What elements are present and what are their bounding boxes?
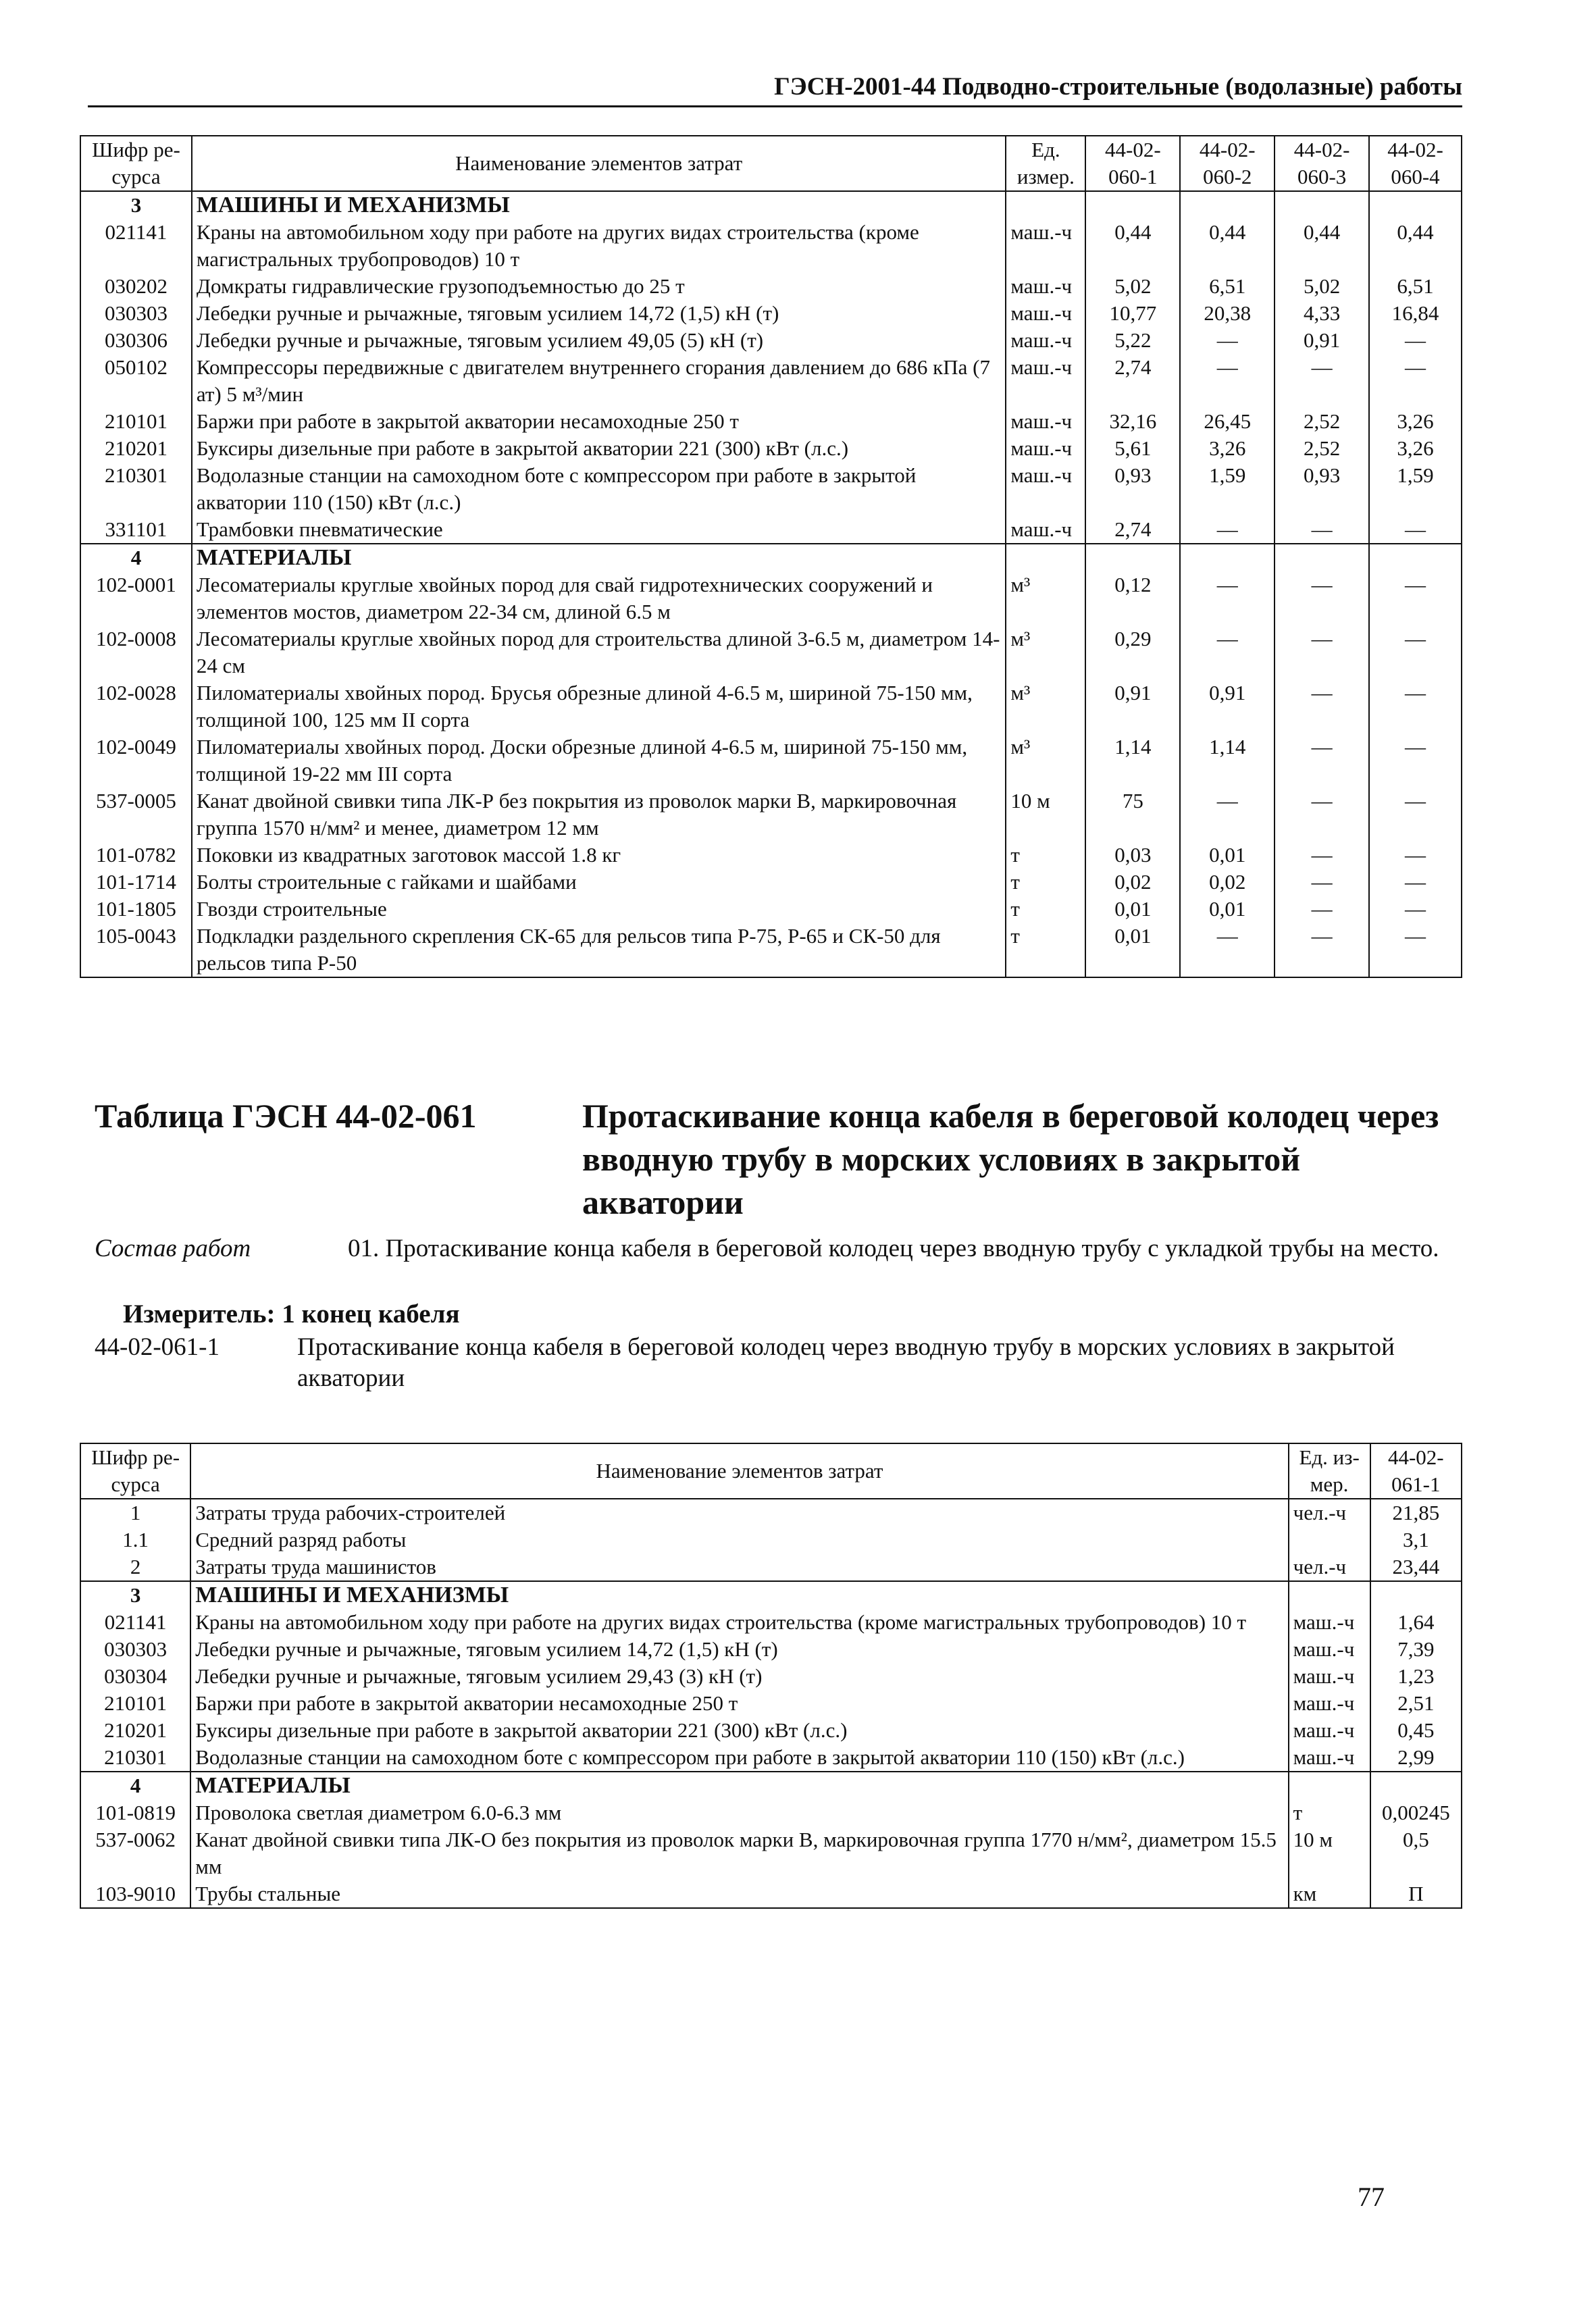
table-row bbox=[80, 896, 1462, 923]
resource-name: Лебедки ручные и рычажные, тяговым усилием 29,43 (3) кН (т) bbox=[190, 1663, 1288, 1690]
resource-name: Лебедки ручные и рычажные, тяговым усилием 14,72 (1,5) кН (т) bbox=[192, 300, 1006, 327]
resource-name: Подкладки раздельного скрепления СК-65 для рельсов типа Р-75, Р-65 и СК-50 для рельсов типа Р-50 bbox=[192, 923, 1006, 977]
resource-name: Пиломатериалы хвойных пород. Брусья обрезные длиной 4-6.5 м, шириной 75-150 мм, толщиной 100, 125 мм II сорта bbox=[192, 679, 1006, 734]
unit-cell bbox=[1289, 1526, 1370, 1553]
unit-cell: маш.-ч bbox=[1289, 1690, 1370, 1717]
value-cell: 2,51 bbox=[1370, 1690, 1462, 1717]
value-cell: — bbox=[1180, 327, 1275, 354]
table-row bbox=[80, 354, 1462, 408]
resource-code: 103-9010 bbox=[80, 1880, 190, 1908]
value-cell: — bbox=[1275, 869, 1369, 896]
col-header: 44-02-060-2 bbox=[1180, 136, 1275, 191]
unit-cell: чел.-ч bbox=[1289, 1499, 1370, 1526]
value-cell: 0,44 bbox=[1275, 219, 1369, 273]
value-cell: — bbox=[1275, 571, 1369, 625]
section-code: 4 bbox=[80, 1772, 190, 1799]
resource-code: 102-0008 bbox=[80, 625, 192, 679]
resource-name: Водолазные станции на самоходном боте с компрессором при работе в закрытой акватории 110 (150) кВт (л.с.) bbox=[192, 462, 1006, 516]
unit-cell bbox=[1289, 1772, 1370, 1799]
resource-code: 210101 bbox=[80, 408, 192, 435]
value-cell: 1,64 bbox=[1370, 1609, 1462, 1636]
resource-code: 030303 bbox=[80, 1636, 190, 1663]
value-cell: 23,44 bbox=[1370, 1553, 1462, 1581]
value-cell: 0,93 bbox=[1275, 462, 1369, 516]
table-row bbox=[80, 734, 1462, 788]
unit-cell: м³ bbox=[1006, 625, 1085, 679]
norm-code: 44-02-061-1 bbox=[95, 1333, 220, 1361]
col-header: Шифр ре-сурса bbox=[80, 136, 192, 191]
resource-code: 030202 bbox=[80, 273, 192, 300]
value-cell: — bbox=[1275, 842, 1369, 869]
resource-name: Пиломатериалы хвойных пород. Доски обрезные длиной 4-6.5 м, шириной 75-150 мм, толщиной 19-22 мм III сорта bbox=[192, 734, 1006, 788]
value-cell: 2,52 bbox=[1275, 408, 1369, 435]
resource-name: Болты строительные с гайками и шайбами bbox=[192, 869, 1006, 896]
resource-code: 210301 bbox=[80, 462, 192, 516]
table-row bbox=[80, 1880, 1462, 1908]
value-cell: 3,26 bbox=[1369, 408, 1462, 435]
resource-code: 210201 bbox=[80, 1717, 190, 1744]
unit-cell bbox=[1289, 1581, 1370, 1609]
table-row bbox=[80, 300, 1462, 327]
value-cell: 2,52 bbox=[1275, 435, 1369, 462]
unit-cell: маш.-ч bbox=[1006, 300, 1085, 327]
unit-cell: маш.-ч bbox=[1006, 408, 1085, 435]
value-cell: 0,5 bbox=[1370, 1826, 1462, 1880]
resource-code: 210201 bbox=[80, 435, 192, 462]
value-cell: 0,29 bbox=[1085, 625, 1180, 679]
section-title: МАТЕРИАЛЫ bbox=[192, 544, 1006, 571]
value-cell: 3,26 bbox=[1369, 435, 1462, 462]
unit-cell: маш.-ч bbox=[1006, 435, 1085, 462]
value-cell: — bbox=[1369, 869, 1462, 896]
value-cell: — bbox=[1180, 788, 1275, 842]
value-cell: 0,01 bbox=[1180, 842, 1275, 869]
resource-code: 102-0049 bbox=[80, 734, 192, 788]
value-cell: 0,91 bbox=[1180, 679, 1275, 734]
table-row bbox=[80, 679, 1462, 734]
resource-name: Буксиры дизельные при работе в закрытой акватории 221 (300) кВт (л.с.) bbox=[192, 435, 1006, 462]
col-header: Наименование элементов затрат bbox=[192, 136, 1006, 191]
unit-cell: чел.-ч bbox=[1289, 1553, 1370, 1581]
value-cell: П bbox=[1370, 1880, 1462, 1908]
resource-name: Лесоматериалы круглые хвойных пород для строительства длиной 3-6.5 м, диаметром 14-24 см bbox=[192, 625, 1006, 679]
value-cell: 0,91 bbox=[1275, 327, 1369, 354]
value-cell: 0,03 bbox=[1085, 842, 1180, 869]
value-cell: 0,01 bbox=[1085, 896, 1180, 923]
section-row bbox=[80, 191, 1462, 219]
unit-cell: маш.-ч bbox=[1006, 462, 1085, 516]
value-cell: — bbox=[1180, 354, 1275, 408]
value-cell: 0,45 bbox=[1370, 1717, 1462, 1744]
resource-name: Затраты труда машинистов bbox=[190, 1553, 1288, 1581]
value-cell: — bbox=[1275, 788, 1369, 842]
labor-row bbox=[80, 1499, 1462, 1526]
table-title: Таблица ГЭСН 44-02-061 bbox=[95, 1097, 477, 1135]
resource-name: Краны на автомобильном ходу при работе на других видах строительства (кроме магистральных трубопроводов) 10 т bbox=[192, 219, 1006, 273]
table-row bbox=[80, 923, 1462, 977]
value-cell: — bbox=[1369, 625, 1462, 679]
value-cell bbox=[1085, 544, 1180, 571]
table-description: Протаскивание конца кабеля в береговой колодец через вводную трубу в морских условиях в закрытой акватории bbox=[582, 1097, 1439, 1221]
value-cell: 0,12 bbox=[1085, 571, 1180, 625]
value-cell: — bbox=[1180, 516, 1275, 544]
table-row bbox=[80, 1826, 1462, 1880]
resource-table-061 bbox=[80, 1443, 1462, 1909]
value-cell: 5,61 bbox=[1085, 435, 1180, 462]
value-cell: 0,00245 bbox=[1370, 1799, 1462, 1826]
value-cell: 0,44 bbox=[1369, 219, 1462, 273]
resource-code: 030303 bbox=[80, 300, 192, 327]
unit-cell: м³ bbox=[1006, 734, 1085, 788]
resource-name: Лесоматериалы круглые хвойных пород для свай гидротехнических сооружений и элементов мостов, диаметром 22-34 см, длиной 6.5 м bbox=[192, 571, 1006, 625]
value-cell: — bbox=[1369, 354, 1462, 408]
value-cell: 2,99 bbox=[1370, 1744, 1462, 1772]
resource-name: Средний разряд работы bbox=[190, 1526, 1288, 1553]
unit-cell: маш.-ч bbox=[1289, 1717, 1370, 1744]
unit-cell: маш.-ч bbox=[1289, 1636, 1370, 1663]
value-cell: 4,33 bbox=[1275, 300, 1369, 327]
value-cell bbox=[1369, 191, 1462, 219]
resource-code: 102-0028 bbox=[80, 679, 192, 734]
table-row bbox=[80, 788, 1462, 842]
resource-name: Лебедки ручные и рычажные, тяговым усилием 14,72 (1,5) кН (т) bbox=[190, 1636, 1288, 1663]
table-row bbox=[80, 408, 1462, 435]
col-header: 44-02-060-4 bbox=[1369, 136, 1462, 191]
section-code: 3 bbox=[80, 191, 192, 219]
unit-cell: маш.-ч bbox=[1006, 516, 1085, 544]
value-cell: — bbox=[1369, 842, 1462, 869]
value-cell: — bbox=[1369, 327, 1462, 354]
col-header: Ед. из-мер. bbox=[1289, 1443, 1370, 1499]
value-cell: 5,22 bbox=[1085, 327, 1180, 354]
value-cell: — bbox=[1275, 516, 1369, 544]
value-cell: 10,77 bbox=[1085, 300, 1180, 327]
resource-code: 021141 bbox=[80, 1609, 190, 1636]
value-cell bbox=[1369, 544, 1462, 571]
value-cell: — bbox=[1369, 679, 1462, 734]
unit-cell: т bbox=[1006, 896, 1085, 923]
resource-code: 105-0043 bbox=[80, 923, 192, 977]
resource-code: 331101 bbox=[80, 516, 192, 544]
unit-cell: маш.-ч bbox=[1289, 1663, 1370, 1690]
value-cell bbox=[1085, 191, 1180, 219]
resource-table-060 bbox=[80, 135, 1462, 978]
unit-cell: маш.-ч bbox=[1289, 1744, 1370, 1772]
section-title: МАШИНЫ И МЕХАНИЗМЫ bbox=[190, 1581, 1288, 1609]
value-cell bbox=[1180, 544, 1275, 571]
value-cell: 1,59 bbox=[1180, 462, 1275, 516]
unit-cell: т bbox=[1006, 869, 1085, 896]
table-header-row bbox=[80, 136, 1462, 191]
value-cell: 0,02 bbox=[1180, 869, 1275, 896]
resource-code: 537-0062 bbox=[80, 1826, 190, 1880]
value-cell: 2,74 bbox=[1085, 354, 1180, 408]
table-row bbox=[80, 1744, 1462, 1772]
resource-name: Водолазные станции на самоходном боте с компрессором при работе в закрытой акватории 110 (150) кВт (л.с.) bbox=[190, 1744, 1288, 1772]
value-cell: — bbox=[1275, 625, 1369, 679]
table-body bbox=[80, 191, 1462, 977]
value-cell: 1,23 bbox=[1370, 1663, 1462, 1690]
section-row bbox=[80, 1772, 1462, 1799]
resource-name: Домкраты гидравлические грузоподъемностью до 25 т bbox=[192, 273, 1006, 300]
resource-name: Баржи при работе в закрытой акватории несамоходные 250 т bbox=[190, 1690, 1288, 1717]
value-cell: — bbox=[1369, 571, 1462, 625]
unit-cell: км bbox=[1289, 1880, 1370, 1908]
section-code: 3 bbox=[80, 1581, 190, 1609]
value-cell: 21,85 bbox=[1370, 1499, 1462, 1526]
unit-cell: маш.-ч bbox=[1006, 219, 1085, 273]
col-header: Ед. измер. bbox=[1006, 136, 1085, 191]
col-header: 44-02-061-1 bbox=[1370, 1443, 1462, 1499]
value-cell: 26,45 bbox=[1180, 408, 1275, 435]
table-row bbox=[80, 571, 1462, 625]
value-cell bbox=[1370, 1581, 1462, 1609]
value-cell: — bbox=[1275, 923, 1369, 977]
value-cell bbox=[1180, 191, 1275, 219]
value-cell: 0,01 bbox=[1085, 923, 1180, 977]
resource-code: 210101 bbox=[80, 1690, 190, 1717]
value-cell: — bbox=[1369, 923, 1462, 977]
unit-cell: т bbox=[1289, 1799, 1370, 1826]
resource-name: Трубы стальные bbox=[190, 1880, 1288, 1908]
resource-name: Лебедки ручные и рычажные, тяговым усилием 49,05 (5) кН (т) bbox=[192, 327, 1006, 354]
table-row bbox=[80, 1609, 1462, 1636]
unit-cell: т bbox=[1006, 842, 1085, 869]
resource-code: 101-0819 bbox=[80, 1799, 190, 1826]
table-row bbox=[80, 1799, 1462, 1826]
resource-name: Затраты труда рабочих-строителей bbox=[190, 1499, 1288, 1526]
value-cell: 0,02 bbox=[1085, 869, 1180, 896]
resource-code: 030304 bbox=[80, 1663, 190, 1690]
resource-code: 021141 bbox=[80, 219, 192, 273]
value-cell: 1,14 bbox=[1085, 734, 1180, 788]
unit-cell: маш.-ч bbox=[1006, 354, 1085, 408]
table-row bbox=[80, 1663, 1462, 1690]
composition-text: 01. Протаскивание конца кабеля в береговой колодец через вводную трубу с укладкой трубы на место. bbox=[348, 1235, 1439, 1262]
resource-name: Канат двойной свивки типа ЛК-Р без покрытия из проволок марки В, маркировочная группа 1570 н/мм² и менее, диаметром 12 мм bbox=[192, 788, 1006, 842]
table-row bbox=[80, 273, 1462, 300]
section-title: МАШИНЫ И МЕХАНИЗМЫ bbox=[192, 191, 1006, 219]
labor-row bbox=[80, 1553, 1462, 1581]
resource-code: 050102 bbox=[80, 354, 192, 408]
value-cell: 0,44 bbox=[1085, 219, 1180, 273]
unit-cell: маш.-ч bbox=[1289, 1609, 1370, 1636]
table-row bbox=[80, 516, 1462, 544]
resource-name: Буксиры дизельные при работе в закрытой акватории 221 (300) кВт (л.с.) bbox=[190, 1717, 1288, 1744]
resource-name: Трамбовки пневматические bbox=[192, 516, 1006, 544]
value-cell: — bbox=[1275, 679, 1369, 734]
resource-code: 1.1 bbox=[80, 1526, 190, 1553]
value-cell: 1,14 bbox=[1180, 734, 1275, 788]
value-cell bbox=[1370, 1772, 1462, 1799]
value-cell: — bbox=[1369, 516, 1462, 544]
resource-code: 1 bbox=[80, 1499, 190, 1526]
value-cell: 2,74 bbox=[1085, 516, 1180, 544]
unit-cell: 10 м bbox=[1289, 1826, 1370, 1880]
resource-name: Канат двойной свивки типа ЛК-О без покрытия из проволок марки В, маркировочная группа 1770 н/мм², диаметром 15.5 мм bbox=[190, 1826, 1288, 1880]
resource-name: Гвозди строительные bbox=[192, 896, 1006, 923]
meter-label: Измеритель: 1 конец кабеля bbox=[123, 1300, 460, 1329]
section-row bbox=[80, 544, 1462, 571]
resource-code: 2 bbox=[80, 1553, 190, 1581]
unit-cell: 10 м bbox=[1006, 788, 1085, 842]
value-cell: — bbox=[1369, 734, 1462, 788]
table-row bbox=[80, 327, 1462, 354]
col-header: 44-02-060-1 bbox=[1085, 136, 1180, 191]
value-cell: — bbox=[1180, 625, 1275, 679]
table-row bbox=[80, 1717, 1462, 1744]
value-cell: 3,26 bbox=[1180, 435, 1275, 462]
value-cell: 75 bbox=[1085, 788, 1180, 842]
value-cell: — bbox=[1369, 788, 1462, 842]
table-row bbox=[80, 1690, 1462, 1717]
resource-name: Баржи при работе в закрытой акватории несамоходные 250 т bbox=[192, 408, 1006, 435]
unit-cell: маш.-ч bbox=[1006, 273, 1085, 300]
table-row bbox=[80, 219, 1462, 273]
value-cell: 6,51 bbox=[1180, 273, 1275, 300]
unit-cell: м³ bbox=[1006, 571, 1085, 625]
value-cell: 3,1 bbox=[1370, 1526, 1462, 1553]
table-row bbox=[80, 1636, 1462, 1663]
resource-name: Краны на автомобильном ходу при работе на других видах строительства (кроме магистральных трубопроводов) 10 т bbox=[190, 1609, 1288, 1636]
unit-cell: м³ bbox=[1006, 679, 1085, 734]
value-cell: 5,02 bbox=[1085, 273, 1180, 300]
value-cell: 1,59 bbox=[1369, 462, 1462, 516]
section-title: МАТЕРИАЛЫ bbox=[190, 1772, 1288, 1799]
value-cell: — bbox=[1275, 896, 1369, 923]
page-number: 77 bbox=[1358, 2182, 1385, 2212]
value-cell bbox=[1275, 191, 1369, 219]
table-row bbox=[80, 625, 1462, 679]
page-header-title: ГЭСН-2001-44 Подводно-строительные (водолазные) работы bbox=[774, 73, 1462, 101]
value-cell: 5,02 bbox=[1275, 273, 1369, 300]
norm-description: Протаскивание конца кабеля в береговой колодец через вводную трубу в морских условиях в закрытой акватории bbox=[297, 1333, 1395, 1392]
value-cell: 0,01 bbox=[1180, 896, 1275, 923]
col-header: 44-02-060-3 bbox=[1275, 136, 1369, 191]
table-row bbox=[80, 869, 1462, 896]
resource-code: 210301 bbox=[80, 1744, 190, 1772]
value-cell: 0,44 bbox=[1180, 219, 1275, 273]
resource-code: 030306 bbox=[80, 327, 192, 354]
value-cell: 0,91 bbox=[1085, 679, 1180, 734]
resource-name: Компрессоры передвижные с двигателем внутреннего сгорания давлением до 686 кПа (7 ат) 5 м³/мин bbox=[192, 354, 1006, 408]
value-cell: — bbox=[1180, 923, 1275, 977]
header-divider bbox=[88, 105, 1462, 107]
unit-cell: т bbox=[1006, 923, 1085, 977]
table-body bbox=[80, 1499, 1462, 1908]
col-header: Наименование элементов затрат bbox=[190, 1443, 1288, 1499]
value-cell: 32,16 bbox=[1085, 408, 1180, 435]
resource-code: 102-0001 bbox=[80, 571, 192, 625]
value-cell: — bbox=[1275, 354, 1369, 408]
table-header-row bbox=[80, 1443, 1462, 1499]
value-cell: — bbox=[1369, 896, 1462, 923]
unit-cell bbox=[1006, 191, 1085, 219]
table-row bbox=[80, 842, 1462, 869]
table-row bbox=[80, 462, 1462, 516]
labor-row bbox=[80, 1526, 1462, 1553]
col-header: Шифр ре-сурса bbox=[80, 1443, 190, 1499]
value-cell: 7,39 bbox=[1370, 1636, 1462, 1663]
unit-cell bbox=[1006, 544, 1085, 571]
composition-label: Состав работ bbox=[95, 1235, 251, 1262]
resource-code: 101-1805 bbox=[80, 896, 192, 923]
resource-code: 101-0782 bbox=[80, 842, 192, 869]
value-cell: 16,84 bbox=[1369, 300, 1462, 327]
resource-name: Поковки из квадратных заготовок массой 1.8 кг bbox=[192, 842, 1006, 869]
table-row bbox=[80, 435, 1462, 462]
value-cell: — bbox=[1275, 734, 1369, 788]
value-cell bbox=[1275, 544, 1369, 571]
section-code: 4 bbox=[80, 544, 192, 571]
value-cell: 6,51 bbox=[1369, 273, 1462, 300]
value-cell: 20,38 bbox=[1180, 300, 1275, 327]
value-cell: 0,93 bbox=[1085, 462, 1180, 516]
resource-name: Проволока светлая диаметром 6.0-6.3 мм bbox=[190, 1799, 1288, 1826]
value-cell: — bbox=[1180, 571, 1275, 625]
section-row bbox=[80, 1581, 1462, 1609]
resource-code: 101-1714 bbox=[80, 869, 192, 896]
unit-cell: маш.-ч bbox=[1006, 327, 1085, 354]
resource-code: 537-0005 bbox=[80, 788, 192, 842]
